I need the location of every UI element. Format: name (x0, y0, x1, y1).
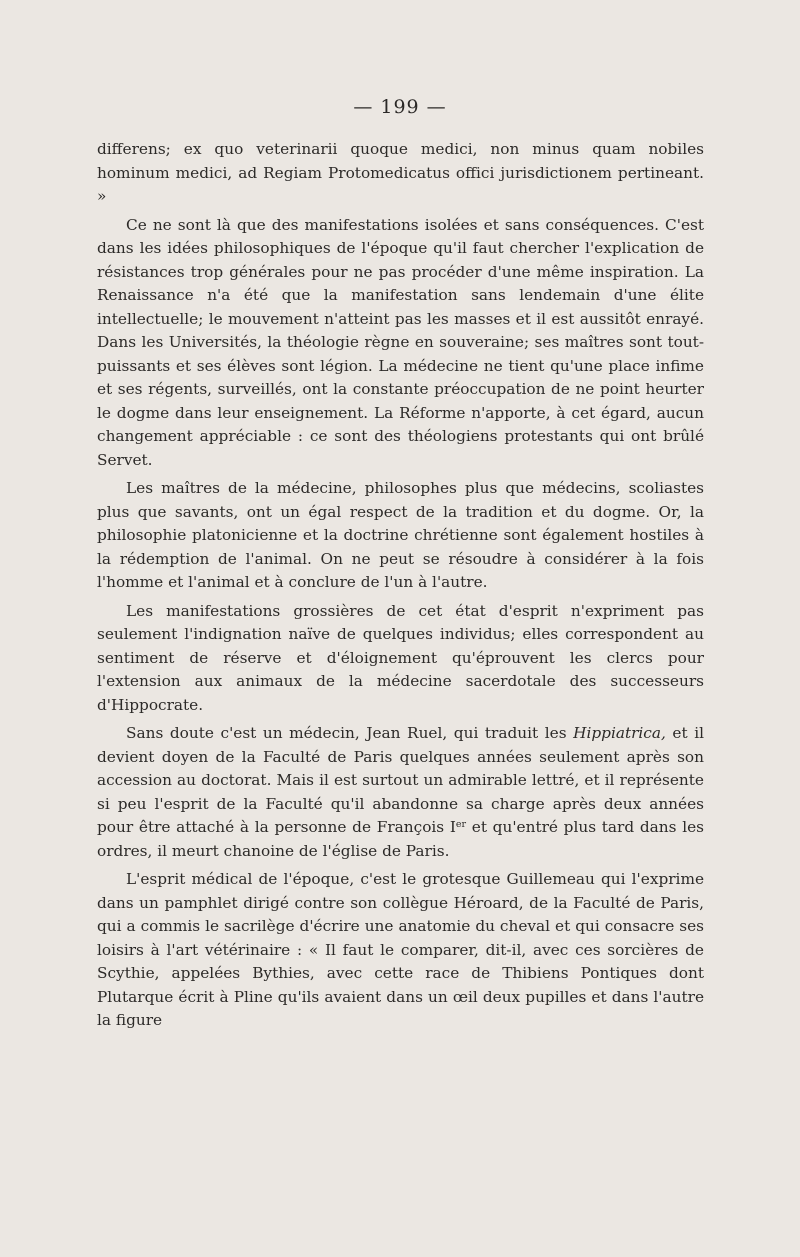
paragraph: Ce ne sont là que des manifestations isolées et sans conséquences. C'est dans les idées philosophiques de l'époque qu'il faut chercher l'explication de résistances trop générales pour ne pas procéder d'une même inspiration. La Renaissance n'a été que la manifestation sans lendemain d'une élite intellectuelle; le mouvement n'atteint pas les masses et il est aussitôt enrayé. Dans les Universités, la théologie règne en souveraine; ses maîtres sont tout-puissants et ses élèves sont légion. La médecine ne tient qu'une place infime et ses régents, surveillés, ont la constante préoccupation de ne point heurter le dogme dans leur enseignement. La Réforme n'apporte, à cet égard, aucun changement appréciable : ce sont des théologiens protestants qui ont brûlé Servet. (97, 215, 704, 469)
page-number: — 199 — (353, 96, 447, 118)
paragraph-continuation: differens; ex quo veterinarii quoque medici, non minus quam nobiles hominum medici, ad Regiam Protomedicatus offici jurisdictionem pertineant. » (97, 140, 704, 205)
paragraph (97, 722, 704, 863)
paragraph: Les maîtres de la médecine, philosophes plus que médecins, scoliastes plus que savants, ont un égal respect de la tradition et du dogme. Or, la philosophie platonicienne et la doctrine chrétienne sont également hostiles à la rédemption de l'animal. On ne peut se résoudre à considérer à la fois l'homme et l'animal et à conclure de l'un à l'autre. (97, 479, 704, 591)
paragraph: L'esprit médical de l'époque, c'est le grotesque Guillemeau qui l'exprime dans un pamphlet dirigé contre son collègue Héroard, de la Faculté de Paris, qui a commis le sacrilège d'écrire une anatomie du cheval et qui consacre ses loisirs à l'art vétérinaire : « Il faut le comparer, dit-il, avec ces sorcières de Scythie, appelées Bythies, avec cette race de Thibiens Pontiques dont Plutarque écrit à Pline qu'ils avaient dans un œil deux pupilles et dans l'autre la figure (97, 870, 704, 1029)
paragraph-text: et il devient doyen de la Faculté de Paris quelques années seulement après son accession au doctorat. Mais il est surtout un admirable lettré, et il représente si peu l'esprit de la Faculté qu'il abandonne sa charge après deux années pour être attaché à la personne de François I (97, 724, 704, 836)
paragraph: Les manifestations grossières de cet état d'esprit n'expriment pas seulement l'indignation naïve de quelques individus; elles correspondent au sentiment de réserve et d'éloignement qu'éprouvent les clercs pour l'extension aux animaux de la médecine sacerdotale des successeurs d'Hippocrate. (97, 601, 704, 714)
paragraph-text: et qu'entré plus tard dans les ordres, il meurt chanoine de l'église de Paris. (97, 818, 704, 860)
paragraph-text: Sans doute c'est un médecin, Jean Ruel, qui traduit les (126, 724, 574, 742)
book-title-italic: Hippiatrica, (573, 724, 666, 742)
body-text (97, 138, 704, 1038)
superscript: er (455, 818, 467, 830)
